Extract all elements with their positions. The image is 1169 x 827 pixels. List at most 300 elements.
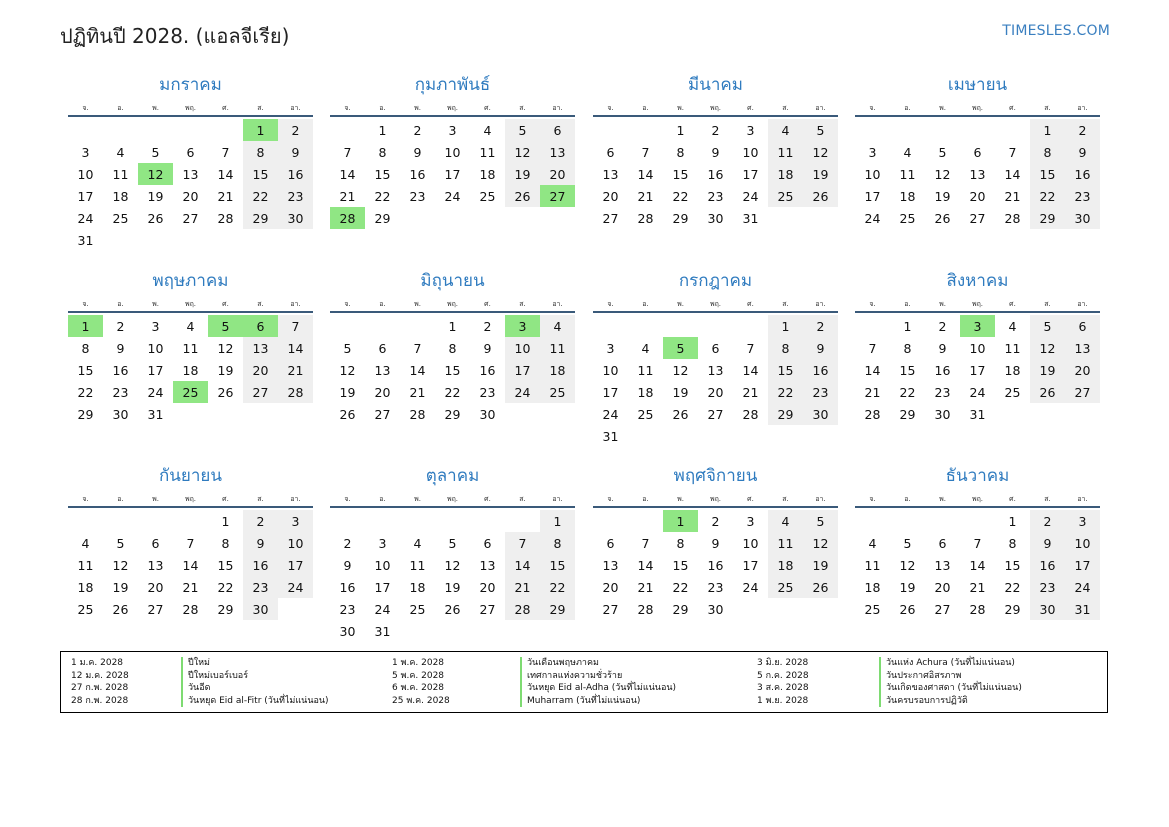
day-cell: 17 <box>147 362 164 378</box>
month-calendar <box>855 72 1100 229</box>
day-cell: 25 <box>77 601 94 617</box>
day-cell: 12 <box>1030 337 1065 359</box>
day-cell: 22 <box>672 579 689 595</box>
day-cell: 22 <box>77 384 94 400</box>
day-cell: 30 <box>707 210 724 226</box>
month-name: มกราคม <box>159 75 222 95</box>
weekday-label: พ. <box>152 104 159 112</box>
holiday-day-cell: 1 <box>68 315 103 337</box>
day-cell: 19 <box>112 579 129 595</box>
day-cell: 3 <box>378 535 387 551</box>
weekday-label: จ. <box>82 300 89 308</box>
weekday-label: ศ. <box>484 104 491 112</box>
day-cell: 16 <box>803 359 838 381</box>
day-cell: 5 <box>803 510 838 532</box>
day-cell: 6 <box>711 340 720 356</box>
weekday-label: อ. <box>904 300 911 308</box>
weekday-label: ศ. <box>747 104 754 112</box>
weekday-label: อ. <box>379 300 386 308</box>
day-cell: 19 <box>505 163 540 185</box>
day-cell: 29 <box>672 601 689 617</box>
day-cell: 11 <box>540 337 575 359</box>
weekday-label: พ. <box>414 300 421 308</box>
day-cell: 6 <box>606 144 615 160</box>
weekday-label: พฤ. <box>971 104 984 112</box>
day-cell: 22 <box>1004 579 1021 595</box>
day-cell: 14 <box>339 166 356 182</box>
day-cell: 7 <box>641 144 650 160</box>
month-calendar <box>68 72 313 251</box>
day-cell: 6 <box>378 340 387 356</box>
day-cell: 13 <box>602 166 619 182</box>
month-calendar <box>855 463 1100 620</box>
day-cell: 2 <box>711 122 720 138</box>
day-cell: 18 <box>540 359 575 381</box>
weekday-label: อ. <box>379 104 386 112</box>
weekday-label: ส. <box>257 300 264 308</box>
day-cell: 4 <box>413 535 422 551</box>
day-cell: 25 <box>768 576 803 598</box>
day-cell: 27 <box>147 601 164 617</box>
month-calendar <box>855 268 1100 425</box>
day-cell: 4 <box>868 535 877 551</box>
day-cell: 6 <box>483 535 492 551</box>
day-cell: 24 <box>278 576 313 598</box>
weekday-label: อ. <box>904 495 911 503</box>
weekday-label: ส. <box>519 495 526 503</box>
day-cell: 7 <box>746 340 755 356</box>
holiday-name-column <box>879 657 1022 707</box>
day-cell: 9 <box>413 144 422 160</box>
weekday-label: อา. <box>290 495 301 503</box>
empty-cell <box>628 315 663 337</box>
weekday-label: อ. <box>642 104 649 112</box>
weekday-label: อ. <box>117 495 124 503</box>
weekday-label: จ. <box>607 495 614 503</box>
day-cell: 25 <box>409 601 426 617</box>
weekday-label: พฤ. <box>709 495 722 503</box>
day-cell: 30 <box>803 403 838 425</box>
day-cell: 31 <box>147 406 164 422</box>
day-cell: 19 <box>147 188 164 204</box>
day-cell: 25 <box>112 210 129 226</box>
day-cell: 30 <box>479 406 496 422</box>
weekday-label: ส. <box>257 104 264 112</box>
day-cell: 31 <box>602 428 619 444</box>
day-cell: 4 <box>641 340 650 356</box>
day-grid <box>330 119 575 229</box>
empty-cell <box>960 119 995 141</box>
weekday-label: อา. <box>552 104 563 112</box>
day-cell: 23 <box>934 384 951 400</box>
day-cell: 26 <box>444 601 461 617</box>
day-cell: 7 <box>641 535 650 551</box>
day-cell: 7 <box>1008 144 1017 160</box>
day-cell: 26 <box>1030 381 1065 403</box>
day-cell: 30 <box>1030 598 1065 620</box>
empty-cell <box>855 119 890 141</box>
day-cell: 9 <box>1065 141 1100 163</box>
day-cell: 22 <box>243 185 278 207</box>
weekday-header <box>330 489 575 508</box>
weekday-label: พฤ. <box>184 300 197 308</box>
day-cell: 17 <box>77 188 94 204</box>
day-cell: 7 <box>343 144 352 160</box>
day-cell: 15 <box>672 557 689 573</box>
day-cell: 28 <box>505 598 540 620</box>
weekday-label: อ. <box>117 104 124 112</box>
day-grid <box>855 119 1100 229</box>
day-cell: 26 <box>339 406 356 422</box>
day-cell: 23 <box>707 579 724 595</box>
day-cell: 2 <box>343 535 352 551</box>
day-cell: 9 <box>278 141 313 163</box>
day-grid <box>593 510 838 620</box>
day-cell: 31 <box>374 623 391 639</box>
day-grid <box>593 119 838 229</box>
empty-cell <box>68 119 103 141</box>
empty-cell <box>208 119 243 141</box>
day-cell: 27 <box>602 210 619 226</box>
day-grid <box>68 315 313 425</box>
day-cell: 4 <box>768 119 803 141</box>
day-cell: 14 <box>278 337 313 359</box>
day-cell: 8 <box>243 141 278 163</box>
day-cell: 18 <box>409 579 426 595</box>
weekday-header <box>68 98 313 117</box>
weekday-label: อา. <box>815 300 826 308</box>
weekday-label: พฤ. <box>184 104 197 112</box>
day-cell: 17 <box>602 384 619 400</box>
empty-cell <box>925 510 960 532</box>
day-cell: 21 <box>969 579 986 595</box>
weekday-label: อา. <box>1077 104 1088 112</box>
weekday-label: พ. <box>939 300 946 308</box>
empty-cell <box>890 119 925 141</box>
holiday-date: 1 พ.ค. 2028 <box>392 658 445 668</box>
empty-cell <box>663 315 698 337</box>
day-cell: 17 <box>444 166 461 182</box>
day-cell: 23 <box>112 384 129 400</box>
day-cell: 21 <box>742 384 759 400</box>
day-cell: 19 <box>934 188 951 204</box>
day-cell: 3 <box>746 513 755 529</box>
day-cell: 21 <box>637 579 654 595</box>
day-cell: 22 <box>217 579 234 595</box>
empty-cell <box>400 315 435 337</box>
empty-cell <box>330 119 365 141</box>
weekday-label: ส. <box>519 104 526 112</box>
day-cell: 29 <box>1030 207 1065 229</box>
day-cell: 30 <box>707 601 724 617</box>
weekday-label: พ. <box>152 300 159 308</box>
day-grid <box>855 510 1100 620</box>
day-cell: 14 <box>864 362 881 378</box>
weekday-label: จ. <box>82 104 89 112</box>
day-cell: 20 <box>602 579 619 595</box>
day-cell: 1 <box>221 513 230 529</box>
weekday-label: จ. <box>344 495 351 503</box>
weekday-label: ส. <box>1044 495 1051 503</box>
day-cell: 13 <box>540 141 575 163</box>
day-cell: 5 <box>116 535 125 551</box>
day-cell: 1 <box>448 318 457 334</box>
weekday-label: จ. <box>869 104 876 112</box>
holiday-date-column <box>71 657 129 707</box>
day-cell: 28 <box>278 381 313 403</box>
day-cell: 8 <box>903 340 912 356</box>
weekday-label: ศ. <box>747 495 754 503</box>
day-cell: 9 <box>483 340 492 356</box>
day-cell: 22 <box>672 188 689 204</box>
day-cell: 24 <box>742 579 759 595</box>
day-cell: 7 <box>973 535 982 551</box>
day-cell: 31 <box>1065 598 1100 620</box>
weekday-label: จ. <box>82 495 89 503</box>
day-cell: 24 <box>77 210 94 226</box>
day-cell: 23 <box>243 576 278 598</box>
weekday-label: อ. <box>117 300 124 308</box>
weekday-label: ศ. <box>1009 300 1016 308</box>
holiday-date: 1 พ.ย. 2028 <box>757 695 809 706</box>
weekday-label: ส. <box>257 495 264 503</box>
day-cell: 2 <box>243 510 278 532</box>
day-cell: 30 <box>243 598 278 620</box>
day-cell: 5 <box>505 119 540 141</box>
day-cell: 14 <box>182 557 199 573</box>
day-cell: 27 <box>182 210 199 226</box>
day-cell: 24 <box>1065 576 1100 598</box>
weekday-label: อา. <box>290 300 301 308</box>
month-name: ธันวาคม <box>945 466 1010 486</box>
day-cell: 4 <box>186 318 195 334</box>
holiday-name: วันแห่ง Achura (วันที่ไม่แน่นอน) <box>879 657 1022 670</box>
day-cell: 29 <box>540 598 575 620</box>
day-cell: 9 <box>116 340 125 356</box>
day-cell: 24 <box>969 384 986 400</box>
day-cell: 31 <box>77 232 94 248</box>
day-cell: 10 <box>969 340 986 356</box>
day-cell: 6 <box>938 535 947 551</box>
month-name: เมษายน <box>947 75 1008 95</box>
empty-cell <box>960 510 995 532</box>
day-cell: 15 <box>374 166 391 182</box>
weekday-header <box>68 294 313 313</box>
day-cell: 14 <box>637 557 654 573</box>
day-cell: 1 <box>378 122 387 138</box>
day-cell: 16 <box>339 579 356 595</box>
day-cell: 12 <box>112 557 129 573</box>
day-cell: 14 <box>505 554 540 576</box>
day-cell: 10 <box>602 362 619 378</box>
brand-link[interactable]: TIMESLES.COM <box>1002 23 1110 39</box>
holiday-day-cell: 3 <box>960 315 995 337</box>
weekday-label: อา. <box>552 300 563 308</box>
day-cell: 30 <box>934 406 951 422</box>
day-cell: 15 <box>540 554 575 576</box>
day-cell: 14 <box>409 362 426 378</box>
day-cell: 16 <box>112 362 129 378</box>
day-cell: 22 <box>374 188 391 204</box>
weekday-label: จ. <box>607 300 614 308</box>
day-cell: 24 <box>742 188 759 204</box>
day-cell: 17 <box>742 166 759 182</box>
day-cell: 27 <box>934 601 951 617</box>
weekday-label: ส. <box>782 495 789 503</box>
day-cell: 4 <box>116 144 125 160</box>
day-cell: 10 <box>147 340 164 356</box>
day-cell: 16 <box>1030 554 1065 576</box>
empty-cell <box>330 510 365 532</box>
weekday-label: ศ. <box>484 300 491 308</box>
day-cell: 21 <box>278 359 313 381</box>
holiday-date: 28 ก.พ. 2028 <box>71 695 129 706</box>
day-cell: 29 <box>1004 601 1021 617</box>
day-cell: 31 <box>742 210 759 226</box>
day-cell: 6 <box>186 144 195 160</box>
day-cell: 27 <box>602 601 619 617</box>
weekday-header <box>855 489 1100 508</box>
holiday-date: 3 ส.ค. 2028 <box>757 683 809 694</box>
holiday-date: 3 มิ.ย. 2028 <box>757 658 809 668</box>
day-cell: 12 <box>672 362 689 378</box>
day-cell: 3 <box>868 144 877 160</box>
holiday-name: วันประกาศอิสรภาพ <box>879 670 1022 683</box>
day-cell: 28 <box>217 210 234 226</box>
day-cell: 28 <box>637 601 654 617</box>
day-cell: 10 <box>278 532 313 554</box>
day-cell: 24 <box>864 210 881 226</box>
day-cell: 13 <box>374 362 391 378</box>
day-cell: 11 <box>182 340 199 356</box>
day-cell: 20 <box>243 359 278 381</box>
day-cell: 15 <box>243 163 278 185</box>
day-cell: 20 <box>540 163 575 185</box>
day-cell: 29 <box>768 403 803 425</box>
day-cell: 25 <box>899 210 916 226</box>
day-cell: 18 <box>637 384 654 400</box>
empty-cell <box>138 119 173 141</box>
day-cell: 18 <box>77 579 94 595</box>
empty-cell <box>103 119 138 141</box>
month-calendar <box>593 463 838 620</box>
day-cell: 24 <box>374 601 391 617</box>
day-cell: 11 <box>479 144 496 160</box>
day-cell: 17 <box>278 554 313 576</box>
weekday-label: จ. <box>344 300 351 308</box>
day-cell: 23 <box>479 384 496 400</box>
month-calendar <box>330 268 575 425</box>
holiday-date: 12 ม.ค. 2028 <box>71 670 129 681</box>
months-grid <box>68 72 1101 652</box>
holiday-day-cell: 6 <box>243 315 278 337</box>
day-cell: 30 <box>339 623 356 639</box>
empty-cell <box>365 315 400 337</box>
day-cell: 29 <box>77 406 94 422</box>
day-cell: 2 <box>483 318 492 334</box>
day-cell: 22 <box>899 384 916 400</box>
holiday-name: Muharram (วันที่ไม่แน่นอน) <box>520 695 676 708</box>
day-grid <box>68 119 313 251</box>
day-cell: 10 <box>374 557 391 573</box>
month-name: สิงหาคม <box>946 271 1009 291</box>
empty-cell <box>855 315 890 337</box>
day-cell: 29 <box>899 406 916 422</box>
day-cell: 12 <box>217 340 234 356</box>
day-cell: 19 <box>1030 359 1065 381</box>
day-cell: 19 <box>217 362 234 378</box>
day-cell: 26 <box>672 406 689 422</box>
weekday-header <box>68 489 313 508</box>
weekday-label: ส. <box>782 104 789 112</box>
month-name: พฤษภาคม <box>152 271 229 291</box>
day-cell: 25 <box>479 188 496 204</box>
day-cell: 1 <box>676 122 685 138</box>
day-cell: 10 <box>1065 532 1100 554</box>
day-cell: 9 <box>1030 532 1065 554</box>
day-cell: 5 <box>151 144 160 160</box>
day-cell: 10 <box>742 144 759 160</box>
day-cell: 5 <box>938 144 947 160</box>
empty-cell <box>400 510 435 532</box>
weekday-label: ส. <box>1044 300 1051 308</box>
day-cell: 18 <box>768 163 803 185</box>
weekday-label: อา. <box>815 495 826 503</box>
day-cell: 6 <box>606 535 615 551</box>
day-cell: 21 <box>864 384 881 400</box>
day-cell: 11 <box>1004 340 1021 356</box>
day-cell: 16 <box>479 362 496 378</box>
day-cell: 16 <box>934 362 951 378</box>
empty-cell <box>593 315 628 337</box>
month-calendar <box>330 463 575 642</box>
day-cell: 31 <box>969 406 986 422</box>
day-cell: 10 <box>444 144 461 160</box>
day-cell: 14 <box>637 166 654 182</box>
month-name: กันยายน <box>158 466 222 486</box>
empty-cell <box>628 119 663 141</box>
day-cell: 8 <box>540 532 575 554</box>
weekday-label: พฤ. <box>971 300 984 308</box>
empty-cell <box>995 119 1030 141</box>
day-cell: 14 <box>742 362 759 378</box>
weekday-label: พฤ. <box>709 300 722 308</box>
day-cell: 21 <box>505 576 540 598</box>
day-cell: 6 <box>973 144 982 160</box>
month-calendar <box>68 463 313 620</box>
day-cell: 21 <box>339 188 356 204</box>
day-cell: 14 <box>217 166 234 182</box>
day-cell: 15 <box>217 557 234 573</box>
day-cell: 9 <box>243 532 278 554</box>
weekday-label: พ. <box>677 495 684 503</box>
day-cell: 20 <box>374 384 391 400</box>
day-cell: 6 <box>540 119 575 141</box>
day-cell: 8 <box>1030 141 1065 163</box>
day-cell: 25 <box>864 601 881 617</box>
empty-cell <box>173 510 208 532</box>
day-cell: 25 <box>540 381 575 403</box>
empty-cell <box>855 510 890 532</box>
day-cell: 12 <box>339 362 356 378</box>
day-cell: 20 <box>602 188 619 204</box>
day-cell: 9 <box>343 557 352 573</box>
weekday-label: พฤ. <box>446 104 459 112</box>
day-cell: 26 <box>217 384 234 400</box>
day-cell: 21 <box>1004 188 1021 204</box>
day-cell: 23 <box>339 601 356 617</box>
day-cell: 28 <box>742 406 759 422</box>
